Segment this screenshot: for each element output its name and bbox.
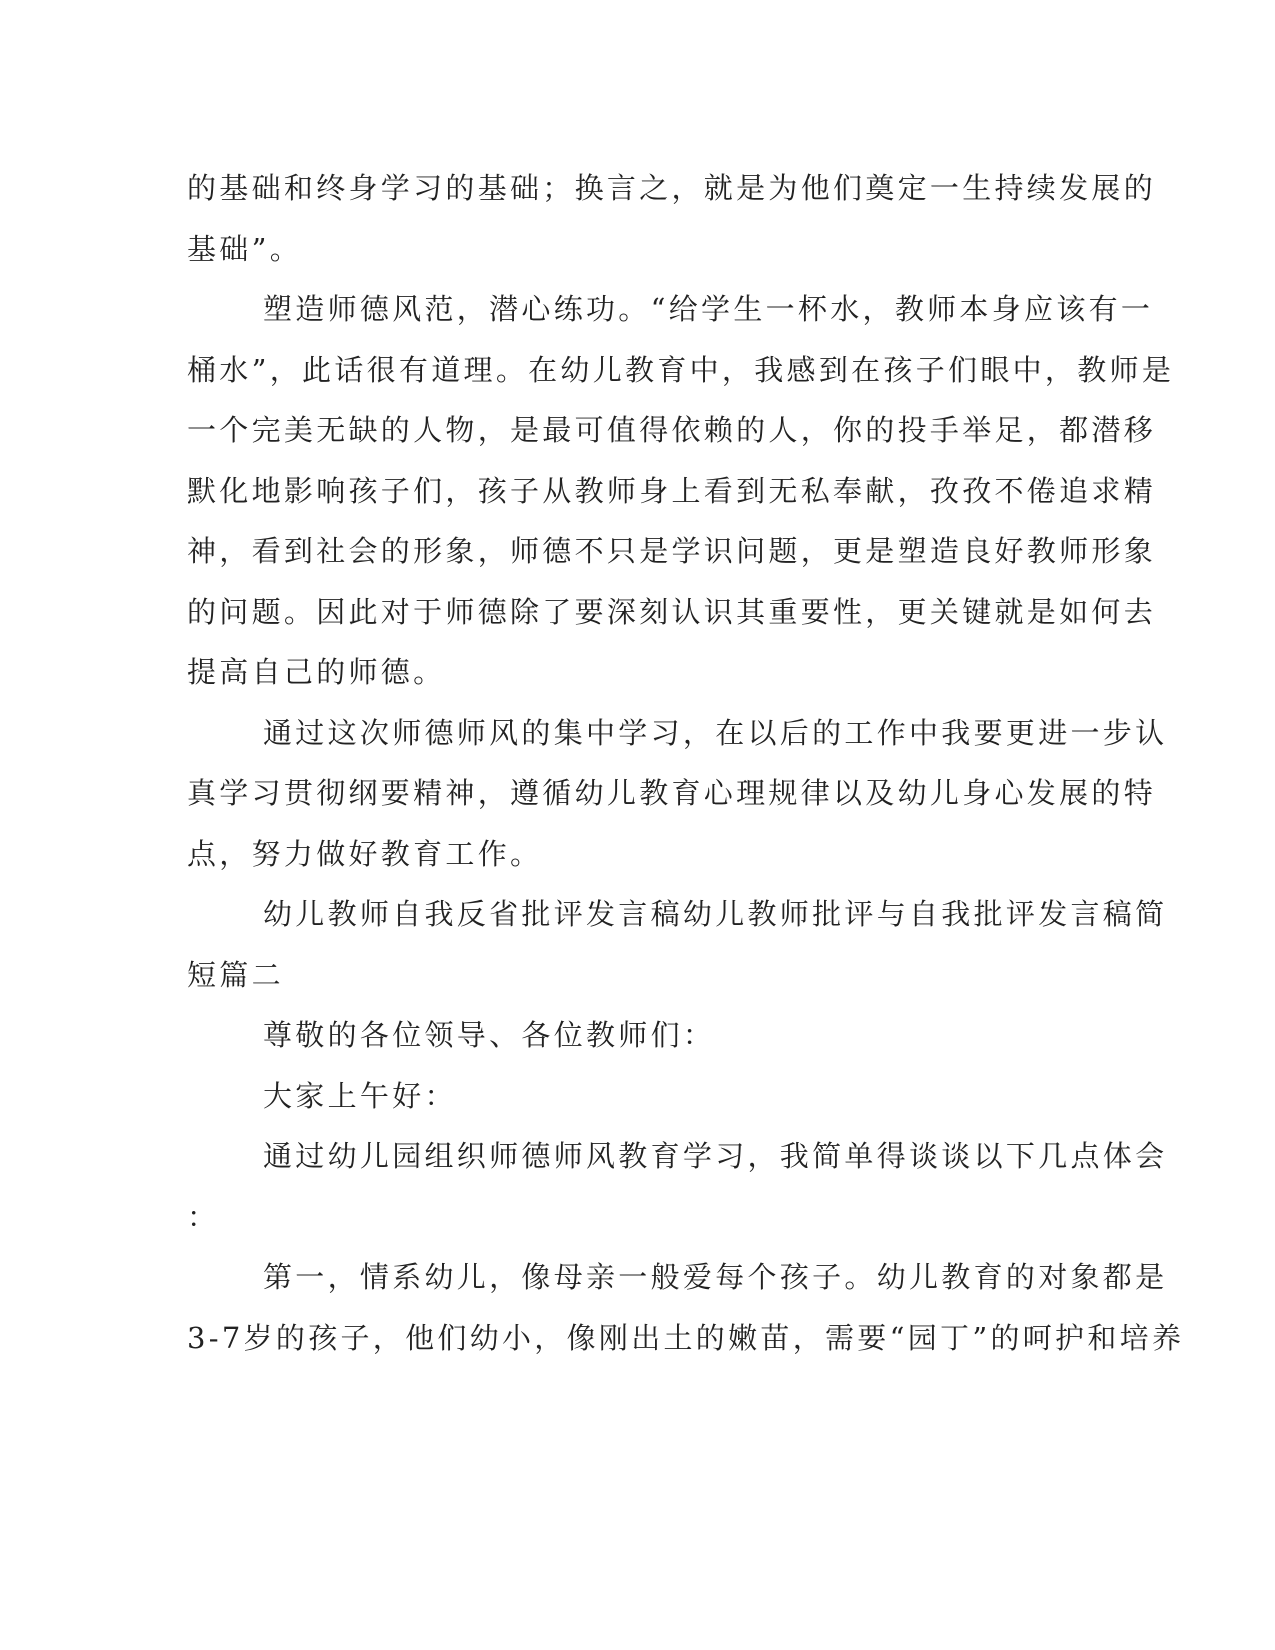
greeting-line: 大家上午好： [263, 1078, 457, 1113]
section-heading-line: 幼儿教师自我反省批评发言稿幼儿教师批评与自我批评发言稿简 [263, 897, 1168, 931]
text-line: 提高自己的师德。 [187, 655, 446, 689]
text-line: 基础”。 [187, 231, 303, 266]
text-line: 一个完美无缺的人物，是最可值得依赖的人，你的投手举足，都潜移 [187, 413, 1157, 447]
salutation-line: 尊敬的各位领导、各位教师们： [263, 1018, 716, 1052]
text-line: 桶水”，此话很有道理。在幼儿教育中，我感到在孩子们眼中，教师是 [187, 352, 1175, 387]
paragraph-start-line: 塑造师德风范，潜心练功。“给学生一杯水，教师本身应该有一 [263, 292, 1154, 326]
paragraph-start-line: 第一，情系幼儿，像母亲一般爱每个孩子。幼儿教育的对象都是 [263, 1260, 1168, 1294]
paragraph-start-line: 通过这次师德师风的集中学习，在以后的工作中我要更进一步认 [263, 715, 1168, 750]
text-line: 的基础和终身学习的基础；换言之，就是为他们奠定一生持续发展的 [187, 171, 1157, 205]
text-line: 真学习贯彻纲要精神，遵循幼儿教育心理规律以及幼儿身心发展的特 [187, 776, 1157, 810]
text-line: 神，看到社会的形象，师德不只是学识问题，更是塑造良好教师形象 [187, 534, 1157, 568]
text-line: 的问题。因此对于师德除了要深刻认识其重要性，更关键就是如何去 [187, 594, 1157, 629]
text-line: ： [187, 1199, 220, 1234]
text-line: 3-7岁的孩子，他们幼小，像刚出土的嫩苗，需要“园丁”的呵护和培养 [187, 1320, 1185, 1355]
paragraph-start-line: 通过幼儿园组织师德师风教育学习，我简单得谈谈以下几点体会 [263, 1139, 1168, 1173]
text-line: 点，努力做好教育工作。 [187, 836, 543, 871]
document-body [187, 158, 1185, 1368]
text-line: 默化地影响孩子们，孩子从教师身上看到无私奉献，孜孜不倦追求精 [187, 473, 1157, 508]
section-heading-line: 短篇二 [187, 957, 284, 992]
